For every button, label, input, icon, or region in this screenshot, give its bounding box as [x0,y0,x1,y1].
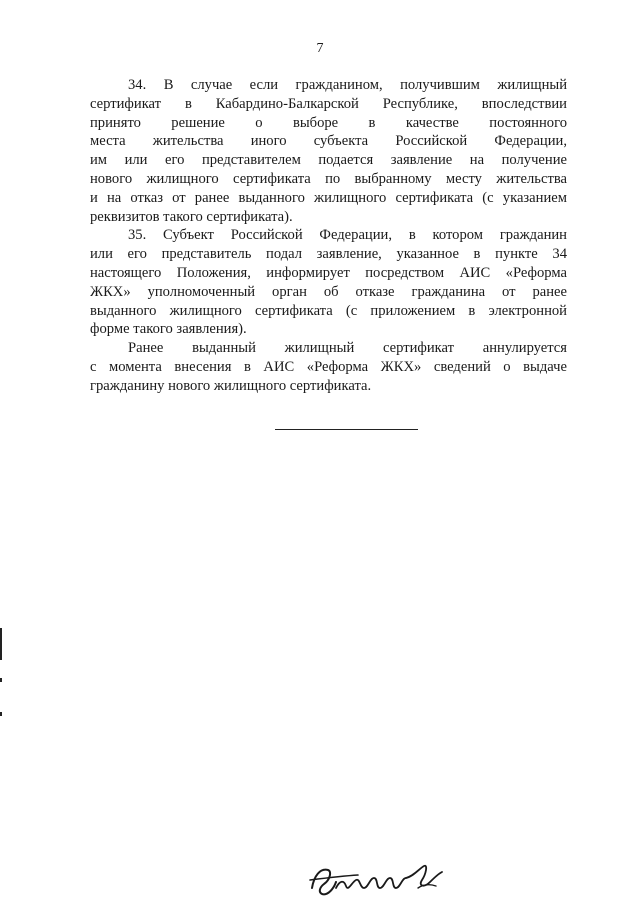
scan-margin-marks [0,628,6,718]
text-line: с момента внесения в АИС «Реформа ЖКХ» сведений о выдаче [90,358,567,375]
paragraph-35 [90,226,567,339]
text-line: нового жилищного сертификата по выбранному месту жительства [90,170,567,187]
text-line: Ранее выданный жилищный сертификат аннулируется [128,340,567,357]
text-line: или его представитель подал заявление, указанное в пункте 34 [90,246,567,263]
text-line: принято решение о выборе в качестве постоянного [90,114,567,131]
text-line: места жительства иного субъекта Российской Федерации, [90,133,567,150]
document-body [90,76,567,396]
text-line: им или его представителем подается заявление на получение [90,152,567,169]
text-line: сертификат в Кабардино-Балкарской Республике, впоследствии [90,95,567,112]
text-line: 34. В случае если гражданином, получившим жилищный [128,77,567,93]
handwritten-signature [306,858,446,900]
text-line: настоящего Положения, информирует посредством АИС «Реформа [90,264,567,281]
paragraph-34 [90,76,567,226]
text-line: форме такого заявления). [90,321,247,338]
text-line: выданного жилищного сертификата (с приложением в электронной [90,302,567,319]
page-number: 7 [316,41,324,56]
text-line: ЖКХ» уполномоченный орган об отказе гражданина от ранее [90,283,567,300]
paragraph-annulment [90,339,567,395]
text-line: гражданину нового жилищного сертификата. [90,377,372,394]
text-line: реквизитов такого сертификата). [90,208,293,225]
text-line: и на отказ от ранее выданного жилищного сертификата (с указанием [90,189,567,206]
text-line: 35. Субъект Российской Федерации, в котором гражданин [128,227,567,244]
end-separator-line [275,429,418,430]
